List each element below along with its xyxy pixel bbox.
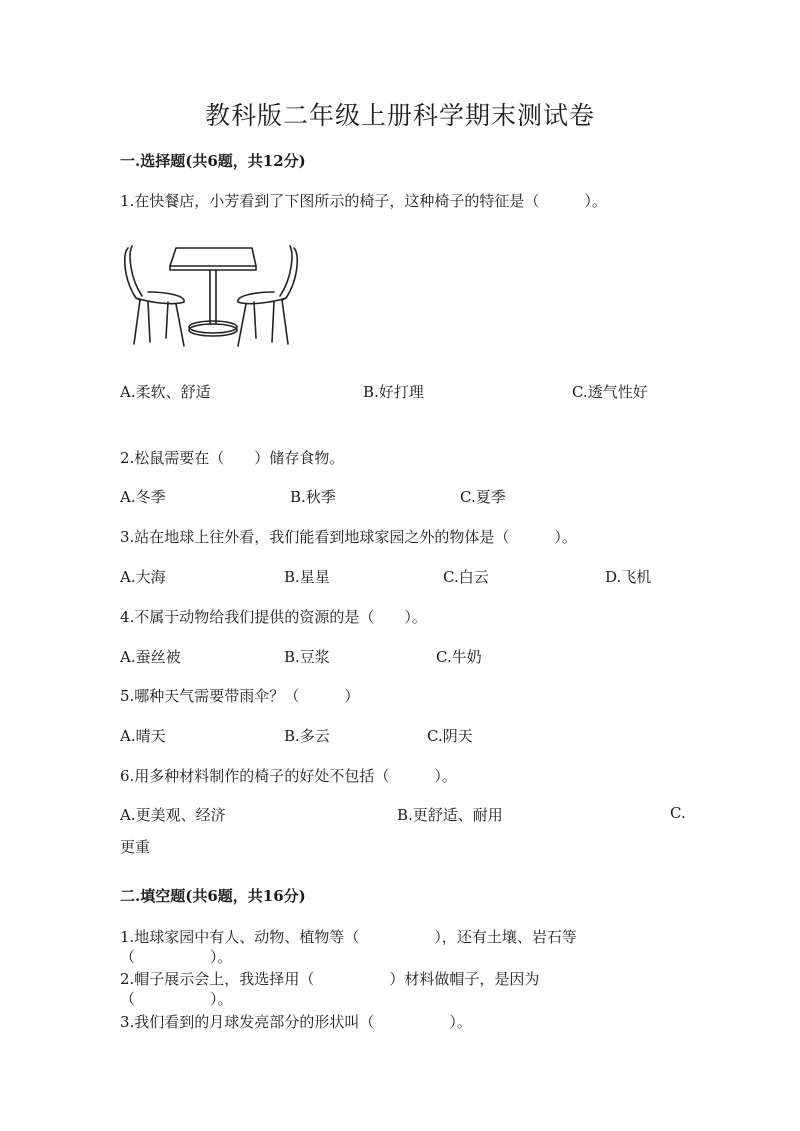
section-heading-fill: 二.填空题(共6题，共16分): [120, 887, 306, 905]
q3-option-d[interactable]: D.飞机: [605, 568, 652, 586]
fill-question-3: 3.我们看到的月球发亮部分的形状叫（ ）。: [120, 1013, 472, 1031]
q6-option-c-text: 更重: [120, 838, 151, 856]
question-5: 5.哪种天气需要带雨伞？（ ）: [120, 687, 360, 705]
q5-option-c[interactable]: C.阴天: [427, 727, 473, 745]
q6-option-a[interactable]: A.更美观、经济: [120, 806, 226, 824]
q2-option-b[interactable]: B.秋季: [290, 488, 336, 506]
q2-option-a[interactable]: A.冬季: [120, 488, 166, 506]
chairs-table-illustration: [118, 240, 304, 352]
q6-option-c[interactable]: C.: [670, 804, 686, 822]
fill-question-2: 2.帽子展示会上，我选择用（ ）材料做帽子，是因为: [120, 970, 540, 988]
question-1: 1.在快餐店，小芳看到了下图所示的椅子，这种椅子的特征是（ ）。: [120, 192, 607, 210]
q3-option-a[interactable]: A.大海: [120, 568, 166, 586]
q2-option-c[interactable]: C.夏季: [460, 488, 506, 506]
fill-question-1: 1.地球家园中有人、动物、植物等（ ），还有土壤、岩石等: [120, 928, 577, 946]
fill-question-1-line2: （ ）。: [120, 948, 233, 966]
section-heading-choice: 一.选择题(共6题，共12分): [120, 152, 306, 170]
q4-option-c[interactable]: C.牛奶: [436, 648, 482, 666]
q6-option-b[interactable]: B.更舒适、耐用: [397, 806, 503, 824]
q3-option-c[interactable]: C.白云: [443, 568, 489, 586]
question-3: 3.站在地球上往外看，我们能看到地球家园之外的物体是（ ）。: [120, 528, 577, 546]
q4-option-b[interactable]: B.豆浆: [284, 648, 330, 666]
q3-option-b[interactable]: B.星星: [284, 568, 330, 586]
page-title: 教科版二年级上册科学期末测试卷: [204, 101, 595, 130]
question-6: 6.用多种材料制作的椅子的好处不包括（ ）。: [120, 767, 457, 785]
q1-option-a[interactable]: A.柔软、舒适: [120, 383, 211, 401]
question-2: 2.松鼠需要在（ ）储存食物。: [120, 449, 345, 467]
question-4: 4.不属于动物给我们提供的资源的是（ ）。: [120, 608, 427, 626]
fill-question-2-line2: （ ）。: [120, 990, 233, 1008]
q1-option-c[interactable]: C.透气性好: [572, 383, 648, 401]
q5-option-a[interactable]: A.晴天: [120, 727, 166, 745]
q1-option-b[interactable]: B.好打理: [363, 383, 424, 401]
q4-option-a[interactable]: A.蚕丝被: [120, 648, 181, 666]
q5-option-b[interactable]: B.多云: [284, 727, 330, 745]
